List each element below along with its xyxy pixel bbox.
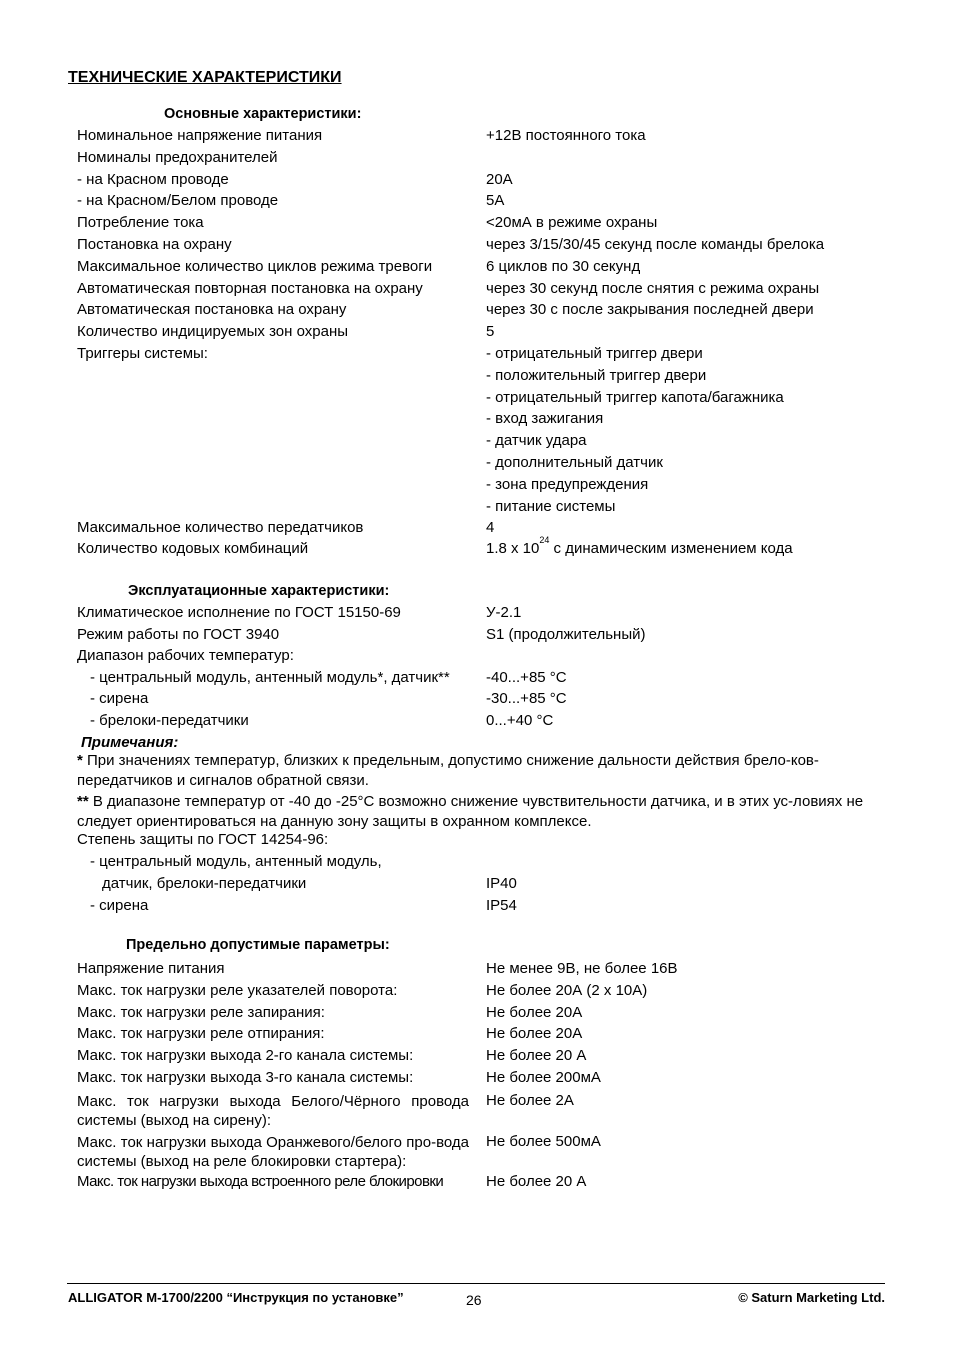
spec-label: датчик, брелоки-передатчики [102, 875, 307, 892]
note-2-text: В диапазоне температур от -40 до -25°С возможно снижение чувствительности датчика, и в этих ус-ловиях не следует ориентироваться на данную зону защиты в охранном комплексе. [77, 793, 864, 830]
spec-label: Макс. ток нагрузки реле отпирания: [77, 1025, 325, 1043]
spec-value: 5 [486, 323, 495, 341]
spec-value: IP40 [486, 875, 517, 892]
spec-label: Режим работы по ГОСТ 3940 [77, 625, 280, 643]
spec-label: Триггеры системы: [77, 345, 208, 362]
section-heading-basic: Основные характеристики: [164, 106, 362, 122]
spec-label: - сирена [90, 897, 149, 914]
spec-value: 20А [486, 170, 513, 188]
spec-value: +12В постоянного тока [486, 127, 646, 144]
spec-label: Номинальное напряжение питания [77, 127, 323, 144]
spec-label: Количество индицируемых зон охраны [77, 323, 349, 341]
code-base: 1.8 x 10 [486, 540, 540, 557]
spec-label: Автоматическая повторная постановка на охрану [77, 279, 423, 297]
spec-value: Не более 20А (2 x 10А) [486, 981, 648, 999]
spec-label: Макс. ток нагрузки реле указателей поворота: [77, 981, 398, 999]
spec-value: Не более 20А [486, 1025, 583, 1043]
spec-label: - брелоки-передатчики [90, 712, 249, 729]
spec-value: -40...+85 °C [486, 668, 567, 686]
spec-value: 0...+40 °C [486, 712, 554, 729]
spec-label: Количество кодовых комбинаций [77, 540, 309, 557]
notes-heading: Примечания: [81, 734, 179, 751]
section-heading-operational: Эксплуатационные характеристики: [128, 583, 390, 599]
spec-label: Автоматическая постановка на охрану [77, 301, 347, 319]
spec-value: Не менее 9В, не более 16В [486, 960, 678, 977]
spec-value: - отрицательный триггер капота/багажника [486, 388, 784, 406]
note-1-mark: * [77, 752, 83, 769]
spec-value: - положительный триггер двери [486, 366, 707, 384]
note-2-mark: ** [77, 793, 89, 810]
spec-label: Макс. ток нагрузки выхода Белого/Чёрного провода системы (выход на сирену): [77, 1093, 469, 1129]
spec-value: - питание системы [486, 497, 616, 515]
spec-value: Не более 20 А [486, 1047, 587, 1065]
spec-value: - дополнительный датчик [486, 454, 663, 471]
page-title: ТЕХНИЧЕСКИЕ ХАРАКТЕРИСТИКИ [68, 69, 342, 86]
spec-label: Диапазон рабочих температур: [77, 647, 294, 665]
spec-value: Не более 200мА [486, 1069, 601, 1086]
spec-label: Потребление тока [77, 214, 204, 232]
spec-label: Максимальное количество передатчиков [77, 519, 364, 537]
spec-value: Не более 500мА [486, 1133, 601, 1150]
spec-label: Макс. ток нагрузки выхода 3-го канала системы: [77, 1069, 414, 1086]
note-2 [77, 792, 867, 832]
spec-value-code-combinations [486, 535, 793, 559]
spec-value: через 3/15/30/45 секунд после команды брелока [486, 236, 825, 253]
spec-label: - центральный модуль, антенный модуль*, датчик** [90, 668, 450, 686]
spec-label: - сирена [90, 690, 149, 708]
code-exponent: 24 [539, 535, 550, 545]
section-heading-limits: Предельно допустимые параметры: [126, 937, 390, 953]
spec-value: -30...+85 °C [486, 690, 567, 708]
spec-label: Напряжение питания [77, 960, 225, 977]
spec-value: Не более 20 А [486, 1173, 587, 1190]
spec-value: S1 (продолжительный) [486, 625, 646, 643]
spec-value: через 30 секунд после снятия с режима охраны [486, 279, 820, 297]
spec-value: - зона предупреждения [486, 475, 649, 493]
spec-value: - датчик удара [486, 432, 587, 450]
spec-value: У-2.1 [486, 604, 522, 621]
spec-value: - отрицательный триггер двери [486, 345, 703, 362]
spec-value: через 30 с после закрывания последней двери [486, 301, 814, 319]
spec-label: Климатическое исполнение по ГОСТ 15150-69 [77, 604, 401, 621]
footer-divider [67, 1283, 885, 1284]
spec-value: - вход зажигания [486, 410, 604, 428]
spec-label: - центральный модуль, антенный модуль, [90, 853, 382, 870]
spec-value: <20мА в режиме охраны [486, 214, 658, 232]
spec-label: Макс. ток нагрузки выхода 2-го канала системы: [77, 1047, 414, 1065]
spec-label: Макс. ток нагрузки выхода встроенного реле блокировки [77, 1173, 444, 1190]
footer-copyright: © Saturn Marketing Ltd. [738, 1290, 885, 1305]
spec-value: 6 циклов по 30 секунд [486, 257, 641, 275]
spec-label: Макс. ток нагрузки выхода Оранжевого/белого про-вода системы (выход на реле блокировки стартера): [77, 1134, 469, 1170]
spec-label: - на Красном проводе [77, 170, 229, 188]
protection-heading: Степень защиты по ГОСТ 14254-96: [77, 831, 329, 848]
spec-value: 5А [486, 192, 505, 210]
spec-value: 4 [486, 519, 495, 537]
note-1-text: При значениях температур, близких к предельным, допустимо снижение дальности действия брело-ков-передатчиков и сигналов обратной связи. [77, 752, 819, 789]
page-number: 26 [466, 1292, 482, 1308]
code-tail: с динамическим изменением кода [549, 540, 793, 557]
spec-value: Не более 2А [486, 1092, 574, 1109]
spec-label: Номиналы предохранителей [77, 148, 278, 166]
spec-value: IP54 [486, 897, 517, 914]
spec-label: Макс. ток нагрузки реле запирания: [77, 1003, 325, 1021]
spec-label: Постановка на охрану [77, 236, 232, 253]
spec-label: Максимальное количество циклов режима тревоги [77, 257, 433, 275]
note-1 [77, 751, 867, 791]
spec-label: - на Красном/Белом проводе [77, 192, 279, 210]
spec-value: Не более 20А [486, 1003, 583, 1021]
footer-doc-title: ALLIGATOR M-1700/2200 “Инструкция по установке” [68, 1290, 404, 1305]
